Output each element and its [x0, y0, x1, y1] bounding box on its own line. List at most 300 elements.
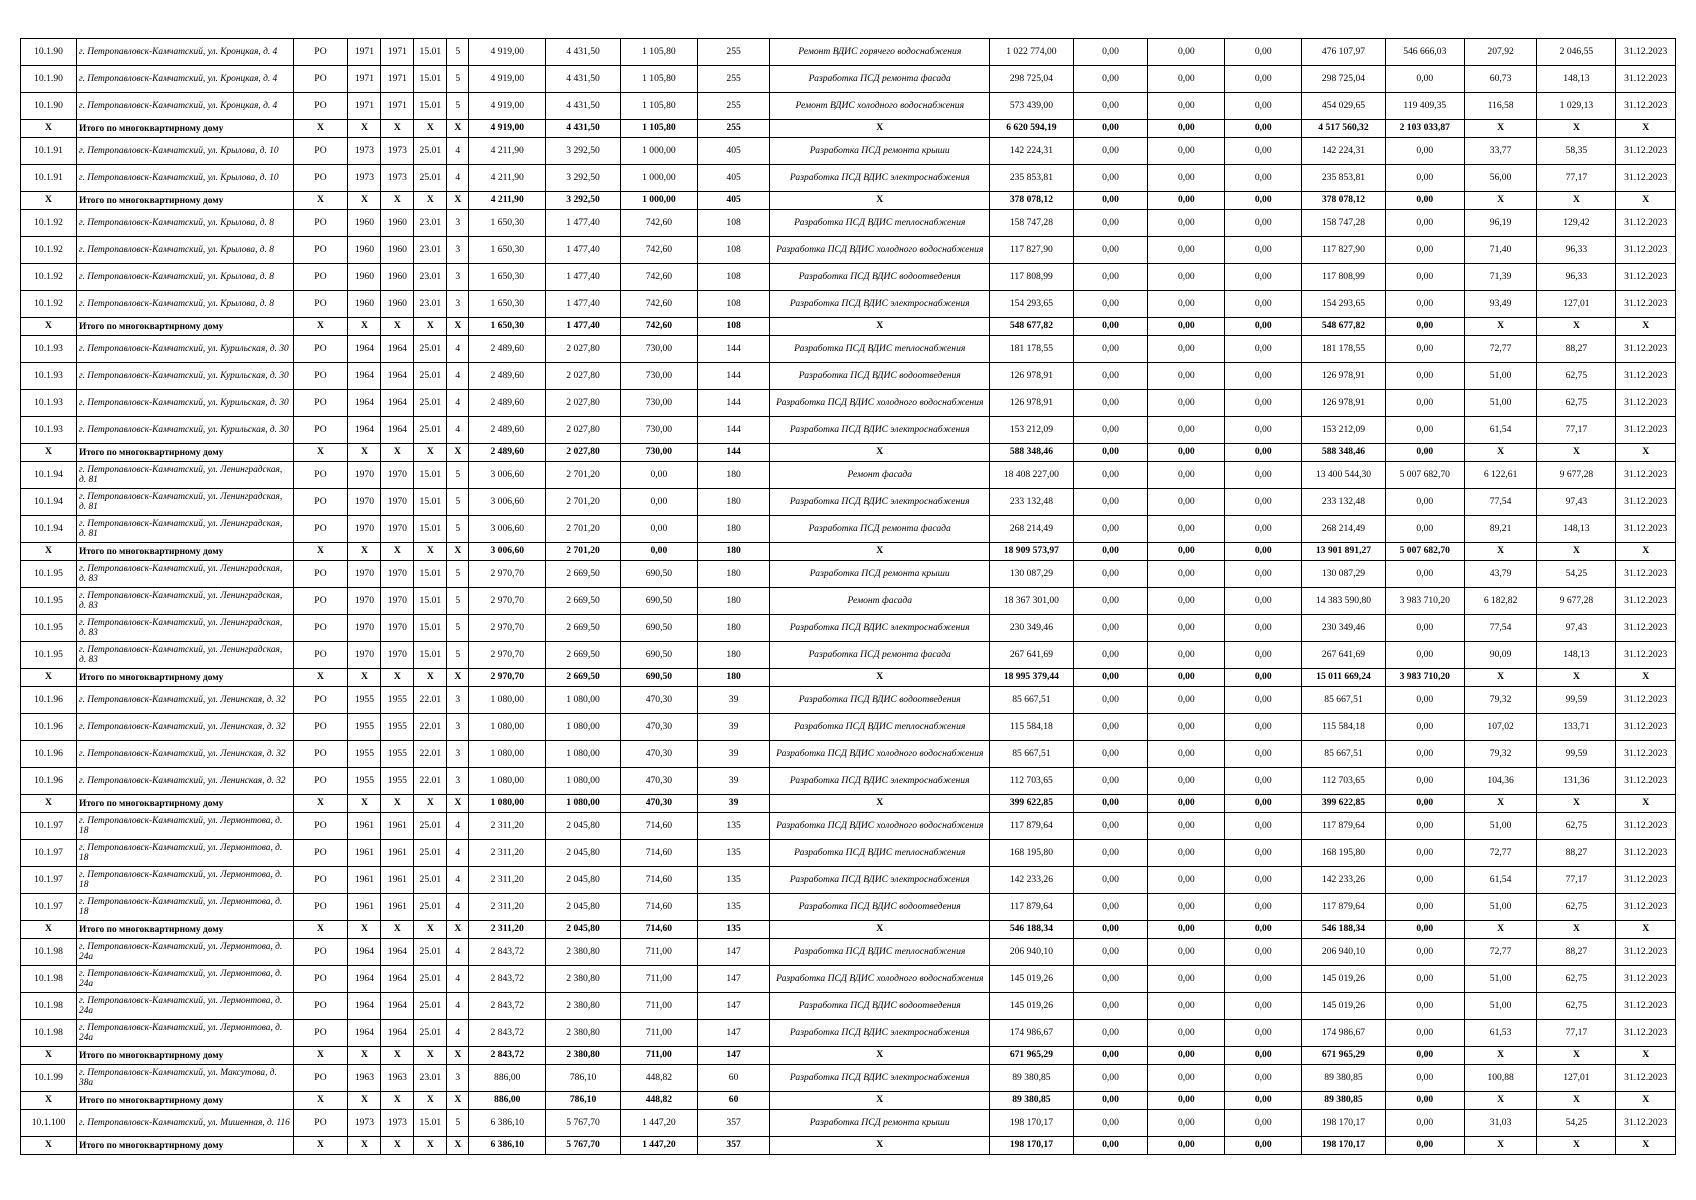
cell-federal-funds: 0,00	[1073, 237, 1148, 264]
cell-floors: 4	[447, 336, 469, 363]
cell-record-number: 10.1.96	[21, 687, 77, 714]
cell-build-year: 1960	[348, 291, 381, 318]
total-cell-floors: X	[447, 1137, 469, 1155]
cell-total-area: 1 080,00	[469, 741, 546, 768]
cell-local-funds: 0,00	[1225, 417, 1302, 444]
cell-total-cost: 130 087,29	[990, 561, 1074, 588]
cell-owner-funds: 476 107,97	[1302, 39, 1386, 66]
cell-floors: 3	[447, 1065, 469, 1092]
total-cell-living-area: 2 027,80	[546, 444, 621, 462]
total-cell-completion-date: X	[1616, 1047, 1676, 1065]
cell-commission-year: 1963	[381, 1065, 414, 1092]
cell-program-type: РО	[293, 768, 348, 795]
cell-total-cost: 145 019,26	[990, 966, 1074, 993]
total-cell-residents: 60	[697, 1092, 770, 1110]
total-cell-residents: 357	[697, 1137, 770, 1155]
total-cell-unit-cost: X	[1464, 120, 1537, 138]
cell-living-area: 2 045,80	[546, 867, 621, 894]
cell-regional-funds: 0,00	[1148, 642, 1225, 669]
cell-roof-area: 1 105,80	[620, 39, 697, 66]
cell-owner-funds: 13 400 544,30	[1302, 462, 1386, 489]
cell-federal-funds: 0,00	[1073, 39, 1148, 66]
cell-owner-funds: 168 195,80	[1302, 840, 1386, 867]
cell-unit-cost: 72,77	[1464, 840, 1537, 867]
total-cell-living-area: 4 431,50	[546, 120, 621, 138]
cell-residents: 180	[697, 489, 770, 516]
total-cell-floors: X	[447, 444, 469, 462]
cell-completion-date: 31.12.2023	[1616, 390, 1676, 417]
cell-total-area: 2 489,60	[469, 363, 546, 390]
cell-local-funds: 0,00	[1225, 489, 1302, 516]
cell-completion-date: 31.12.2023	[1616, 993, 1676, 1020]
table-body	[21, 39, 1676, 1155]
cell-work-type: Разработка ПСД ВДИС электроснабжения	[770, 1065, 990, 1092]
cell-program-type: РО	[293, 894, 348, 921]
cell-address: г. Петропавловск-Камчатский, ул. Ленинградская, д. 81	[77, 489, 293, 516]
cell-owner-funds: 145 019,26	[1302, 966, 1386, 993]
cell-work-type: Разработка ПСД ВДИС электроснабжения	[770, 867, 990, 894]
cell-commission-year: 1970	[381, 615, 414, 642]
total-cell-living-area: 1 477,40	[546, 318, 621, 336]
total-cell-total-cost: 588 348,46	[990, 444, 1074, 462]
cell-living-area: 2 380,80	[546, 966, 621, 993]
cell-roof-area: 0,00	[620, 516, 697, 543]
cell-other-funds: 0,00	[1385, 165, 1464, 192]
cell-federal-funds: 0,00	[1073, 336, 1148, 363]
total-cell-owner-funds: 378 078,12	[1302, 192, 1386, 210]
cell-roof-area: 730,00	[620, 336, 697, 363]
cell-residents: 255	[697, 39, 770, 66]
cell-other-funds: 0,00	[1385, 336, 1464, 363]
table-row	[21, 336, 1676, 363]
table-row	[21, 516, 1676, 543]
cell-work-type: Разработка ПСД ремонта фасада	[770, 66, 990, 93]
cell-work-type: Ремонт ВДИС горячего водоснабжения	[770, 39, 990, 66]
total-cell-other-funds: 0,00	[1385, 1092, 1464, 1110]
cell-program-type: РО	[293, 39, 348, 66]
cell-other-funds: 0,00	[1385, 489, 1464, 516]
cell-commission-year: 1964	[381, 417, 414, 444]
cell-owner-funds: 235 853,81	[1302, 165, 1386, 192]
cell-wall-material: 15.01	[414, 93, 447, 120]
cell-build-year: 1973	[348, 138, 381, 165]
total-cell-local-funds: 0,00	[1225, 543, 1302, 561]
cell-total-cost: 298 725,04	[990, 66, 1074, 93]
total-cell-residents: 135	[697, 921, 770, 939]
cell-living-area: 786,10	[546, 1065, 621, 1092]
cell-floors: 5	[447, 489, 469, 516]
total-cell-record-number: X	[21, 543, 77, 561]
cell-living-area: 2 669,50	[546, 615, 621, 642]
cell-completion-date: 31.12.2023	[1616, 66, 1676, 93]
cell-completion-date: 31.12.2023	[1616, 1020, 1676, 1047]
cell-commission-year: 1971	[381, 93, 414, 120]
total-cell-work-type: X	[770, 795, 990, 813]
cell-build-year: 1955	[348, 741, 381, 768]
total-cell-program-type: X	[293, 318, 348, 336]
cell-floors: 4	[447, 1020, 469, 1047]
cell-total-cost: 573 439,00	[990, 93, 1074, 120]
cell-program-type: РО	[293, 336, 348, 363]
cell-work-type: Разработка ПСД ВДИС холодного водоснабжения	[770, 966, 990, 993]
cell-floors: 5	[447, 93, 469, 120]
cell-living-area: 2 380,80	[546, 939, 621, 966]
cell-other-funds: 0,00	[1385, 291, 1464, 318]
cell-residents: 39	[697, 714, 770, 741]
cell-local-funds: 0,00	[1225, 93, 1302, 120]
cell-unit-cost: 43,79	[1464, 561, 1537, 588]
total-cell-living-area: 3 292,50	[546, 192, 621, 210]
cell-max-unit-cost: 133,71	[1537, 714, 1616, 741]
total-cell-total-cost: 6 620 594,19	[990, 120, 1074, 138]
total-cell-federal-funds: 0,00	[1073, 192, 1148, 210]
cell-max-unit-cost: 127,01	[1537, 291, 1616, 318]
cell-address: г. Петропавловск-Камчатский, ул. Лермонтова, д. 24а	[77, 993, 293, 1020]
cell-owner-funds: 115 584,18	[1302, 714, 1386, 741]
cell-floors: 4	[447, 966, 469, 993]
cell-wall-material: 23.01	[414, 1065, 447, 1092]
cell-wall-material: 15.01	[414, 561, 447, 588]
cell-residents: 357	[697, 1110, 770, 1137]
total-cell-owner-funds: 588 348,46	[1302, 444, 1386, 462]
total-cell-max-unit-cost: X	[1537, 669, 1616, 687]
cell-unit-cost: 61,54	[1464, 867, 1537, 894]
cell-total-area: 2 489,60	[469, 336, 546, 363]
cell-federal-funds: 0,00	[1073, 291, 1148, 318]
cell-max-unit-cost: 99,59	[1537, 741, 1616, 768]
cell-local-funds: 0,00	[1225, 165, 1302, 192]
cell-record-number: 10.1.93	[21, 363, 77, 390]
cell-federal-funds: 0,00	[1073, 768, 1148, 795]
cell-completion-date: 31.12.2023	[1616, 138, 1676, 165]
cell-wall-material: 25.01	[414, 1020, 447, 1047]
total-cell-owner-funds: 4 517 560,32	[1302, 120, 1386, 138]
cell-total-cost: 233 132,48	[990, 489, 1074, 516]
cell-residents: 405	[697, 138, 770, 165]
cell-residents: 39	[697, 741, 770, 768]
cell-total-area: 2 970,70	[469, 588, 546, 615]
total-cell-work-type: X	[770, 921, 990, 939]
total-cell-regional-funds: 0,00	[1148, 1137, 1225, 1155]
cell-floors: 5	[447, 561, 469, 588]
cell-wall-material: 25.01	[414, 939, 447, 966]
cell-wall-material: 22.01	[414, 741, 447, 768]
total-cell-program-type: X	[293, 120, 348, 138]
cell-floors: 5	[447, 615, 469, 642]
cell-commission-year: 1971	[381, 66, 414, 93]
total-cell-total-cost: 89 380,85	[990, 1092, 1074, 1110]
cell-roof-area: 714,60	[620, 840, 697, 867]
total-cell-program-type: X	[293, 921, 348, 939]
cell-total-cost: 89 380,85	[990, 1065, 1074, 1092]
cell-floors: 4	[447, 867, 469, 894]
cell-other-funds: 0,00	[1385, 894, 1464, 921]
cell-other-funds: 0,00	[1385, 237, 1464, 264]
cell-regional-funds: 0,00	[1148, 966, 1225, 993]
cell-roof-area: 470,30	[620, 687, 697, 714]
total-cell-regional-funds: 0,00	[1148, 543, 1225, 561]
cell-living-area: 3 292,50	[546, 138, 621, 165]
total-cell-commission-year: X	[381, 795, 414, 813]
cell-build-year: 1964	[348, 417, 381, 444]
cell-program-type: РО	[293, 615, 348, 642]
cell-completion-date: 31.12.2023	[1616, 291, 1676, 318]
cell-local-funds: 0,00	[1225, 993, 1302, 1020]
cell-local-funds: 0,00	[1225, 363, 1302, 390]
cell-regional-funds: 0,00	[1148, 417, 1225, 444]
cell-federal-funds: 0,00	[1073, 1065, 1148, 1092]
cell-work-type: Разработка ПСД ремонта фасада	[770, 516, 990, 543]
total-cell-roof-area: 730,00	[620, 444, 697, 462]
cell-program-type: РО	[293, 741, 348, 768]
cell-unit-cost: 96,19	[1464, 210, 1537, 237]
cell-other-funds: 0,00	[1385, 264, 1464, 291]
cell-total-cost: 85 667,51	[990, 741, 1074, 768]
cell-work-type: Ремонт ВДИС холодного водоснабжения	[770, 93, 990, 120]
total-cell-total-area: 4 919,00	[469, 120, 546, 138]
cell-record-number: 10.1.90	[21, 93, 77, 120]
total-cell-other-funds: 3 983 710,20	[1385, 669, 1464, 687]
cell-address: г. Петропавловск-Камчатский, ул. Крылова, д. 8	[77, 264, 293, 291]
cell-address: г. Петропавловск-Камчатский, ул. Ленинградская, д. 83	[77, 642, 293, 669]
cell-completion-date: 31.12.2023	[1616, 615, 1676, 642]
cell-wall-material: 25.01	[414, 867, 447, 894]
cell-owner-funds: 117 879,64	[1302, 894, 1386, 921]
cell-floors: 4	[447, 417, 469, 444]
cell-unit-cost: 104,36	[1464, 768, 1537, 795]
total-cell-address: Итого по многоквартирному дому	[77, 318, 293, 336]
cell-build-year: 1960	[348, 210, 381, 237]
cell-work-type: Разработка ПСД ВДИС электроснабжения	[770, 768, 990, 795]
cell-address: г. Петропавловск-Камчатский, ул. Кронцкая, д. 4	[77, 66, 293, 93]
cell-build-year: 1961	[348, 840, 381, 867]
cell-roof-area: 730,00	[620, 417, 697, 444]
cell-unit-cost: 71,40	[1464, 237, 1537, 264]
cell-residents: 147	[697, 939, 770, 966]
cell-build-year: 1964	[348, 1020, 381, 1047]
cell-record-number: 10.1.90	[21, 39, 77, 66]
cell-record-number: 10.1.97	[21, 813, 77, 840]
cell-residents: 108	[697, 237, 770, 264]
total-cell-completion-date: X	[1616, 444, 1676, 462]
cell-unit-cost: 72,77	[1464, 336, 1537, 363]
cell-other-funds: 546 666,03	[1385, 39, 1464, 66]
cell-residents: 147	[697, 993, 770, 1020]
cell-regional-funds: 0,00	[1148, 165, 1225, 192]
cell-record-number: 10.1.95	[21, 561, 77, 588]
total-cell-residents: 255	[697, 120, 770, 138]
cell-address: г. Петропавловск-Камчатский, ул. Ленинградская, д. 81	[77, 516, 293, 543]
cell-wall-material: 15.01	[414, 588, 447, 615]
cell-local-funds: 0,00	[1225, 210, 1302, 237]
cell-residents: 147	[697, 966, 770, 993]
total-cell-build-year: X	[348, 1092, 381, 1110]
cell-federal-funds: 0,00	[1073, 1110, 1148, 1137]
cell-program-type: РО	[293, 588, 348, 615]
cell-regional-funds: 0,00	[1148, 714, 1225, 741]
cell-build-year: 1970	[348, 561, 381, 588]
cell-regional-funds: 0,00	[1148, 264, 1225, 291]
table-row	[21, 840, 1676, 867]
cell-other-funds: 0,00	[1385, 768, 1464, 795]
cell-wall-material: 15.01	[414, 489, 447, 516]
cell-other-funds: 0,00	[1385, 813, 1464, 840]
total-cell-residents: 39	[697, 795, 770, 813]
cell-program-type: РО	[293, 516, 348, 543]
cell-unit-cost: 79,32	[1464, 741, 1537, 768]
cell-build-year: 1961	[348, 813, 381, 840]
total-cell-record-number: X	[21, 192, 77, 210]
cell-regional-funds: 0,00	[1148, 615, 1225, 642]
cell-address: г. Петропавловск-Камчатский, ул. Ленинская, д. 32	[77, 741, 293, 768]
total-cell-address: Итого по многоквартирному дому	[77, 1047, 293, 1065]
cell-build-year: 1971	[348, 66, 381, 93]
cell-unit-cost: 207,92	[1464, 39, 1537, 66]
cell-work-type: Разработка ПСД ВДИС электроснабжения	[770, 417, 990, 444]
total-cell-wall-material: X	[414, 543, 447, 561]
cell-commission-year: 1955	[381, 768, 414, 795]
total-cell-build-year: X	[348, 1137, 381, 1155]
total-cell-unit-cost: X	[1464, 543, 1537, 561]
total-cell-total-area: 2 843,72	[469, 1047, 546, 1065]
cell-address: г. Петропавловск-Камчатский, ул. Ленинградская, д. 81	[77, 462, 293, 489]
cell-address: г. Петропавловск-Камчатский, ул. Крылова, д. 8	[77, 237, 293, 264]
cell-living-area: 2 701,20	[546, 462, 621, 489]
total-cell-build-year: X	[348, 921, 381, 939]
cell-living-area: 2 027,80	[546, 363, 621, 390]
cell-owner-funds: 126 978,91	[1302, 390, 1386, 417]
cell-other-funds: 0,00	[1385, 516, 1464, 543]
cell-residents: 135	[697, 894, 770, 921]
cell-living-area: 1 477,40	[546, 264, 621, 291]
cell-total-area: 1 080,00	[469, 714, 546, 741]
cell-other-funds: 0,00	[1385, 687, 1464, 714]
cell-build-year: 1973	[348, 1110, 381, 1137]
total-cell-total-area: 1 650,30	[469, 318, 546, 336]
cell-program-type: РО	[293, 1065, 348, 1092]
cell-roof-area: 742,60	[620, 237, 697, 264]
cell-wall-material: 22.01	[414, 714, 447, 741]
total-cell-build-year: X	[348, 1047, 381, 1065]
cell-residents: 255	[697, 66, 770, 93]
cell-unit-cost: 51,00	[1464, 966, 1537, 993]
table-row	[21, 615, 1676, 642]
cell-build-year: 1961	[348, 894, 381, 921]
cell-residents: 135	[697, 867, 770, 894]
cell-record-number: 10.1.97	[21, 894, 77, 921]
total-cell-program-type: X	[293, 192, 348, 210]
total-cell-total-area: 2 311,20	[469, 921, 546, 939]
cell-local-funds: 0,00	[1225, 237, 1302, 264]
total-cell-federal-funds: 0,00	[1073, 1137, 1148, 1155]
cell-max-unit-cost: 77,17	[1537, 867, 1616, 894]
cell-unit-cost: 51,00	[1464, 894, 1537, 921]
cell-record-number: 10.1.91	[21, 165, 77, 192]
cell-total-cost: 85 667,51	[990, 687, 1074, 714]
total-cell-owner-funds: 15 011 669,24	[1302, 669, 1386, 687]
total-cell-commission-year: X	[381, 318, 414, 336]
cell-wall-material: 25.01	[414, 363, 447, 390]
cell-owner-funds: 85 667,51	[1302, 687, 1386, 714]
table-row	[21, 462, 1676, 489]
cell-work-type: Ремонт фасада	[770, 588, 990, 615]
cell-local-funds: 0,00	[1225, 1110, 1302, 1137]
cell-owner-funds: 181 178,55	[1302, 336, 1386, 363]
cell-living-area: 2 701,20	[546, 516, 621, 543]
total-cell-build-year: X	[348, 444, 381, 462]
cell-record-number: 10.1.98	[21, 1020, 77, 1047]
cell-federal-funds: 0,00	[1073, 813, 1148, 840]
cell-living-area: 2 380,80	[546, 993, 621, 1020]
total-cell-max-unit-cost: X	[1537, 1092, 1616, 1110]
cell-living-area: 1 477,40	[546, 237, 621, 264]
cell-unit-cost: 56,00	[1464, 165, 1537, 192]
total-cell-max-unit-cost: X	[1537, 543, 1616, 561]
table-row	[21, 939, 1676, 966]
cell-completion-date: 31.12.2023	[1616, 39, 1676, 66]
cell-program-type: РО	[293, 66, 348, 93]
cell-completion-date: 31.12.2023	[1616, 165, 1676, 192]
cell-roof-area: 1 000,00	[620, 138, 697, 165]
total-cell-wall-material: X	[414, 444, 447, 462]
total-cell-max-unit-cost: X	[1537, 444, 1616, 462]
table-row	[21, 489, 1676, 516]
total-cell-work-type: X	[770, 1092, 990, 1110]
total-cell-residents: 180	[697, 543, 770, 561]
total-cell-local-funds: 0,00	[1225, 444, 1302, 462]
total-cell-address: Итого по многоквартирному дому	[77, 543, 293, 561]
cell-work-type: Разработка ПСД ВДИС электроснабжения	[770, 291, 990, 318]
cell-total-area: 2 843,72	[469, 993, 546, 1020]
cell-wall-material: 25.01	[414, 417, 447, 444]
cell-local-funds: 0,00	[1225, 768, 1302, 795]
cell-record-number: 10.1.96	[21, 768, 77, 795]
cell-program-type: РО	[293, 687, 348, 714]
total-cell-address: Итого по многоквартирному дому	[77, 1092, 293, 1110]
total-cell-work-type: X	[770, 1137, 990, 1155]
cell-wall-material: 25.01	[414, 165, 447, 192]
total-cell-commission-year: X	[381, 120, 414, 138]
cell-build-year: 1964	[348, 993, 381, 1020]
cell-federal-funds: 0,00	[1073, 93, 1148, 120]
cell-residents: 405	[697, 165, 770, 192]
cell-wall-material: 15.01	[414, 66, 447, 93]
cell-other-funds: 0,00	[1385, 390, 1464, 417]
table-row	[21, 363, 1676, 390]
cell-program-type: РО	[293, 561, 348, 588]
cell-federal-funds: 0,00	[1073, 390, 1148, 417]
total-cell-record-number: X	[21, 318, 77, 336]
cell-unit-cost: 61,54	[1464, 417, 1537, 444]
total-cell-completion-date: X	[1616, 318, 1676, 336]
cell-max-unit-cost: 148,13	[1537, 642, 1616, 669]
cell-regional-funds: 0,00	[1148, 939, 1225, 966]
cell-owner-funds: 298 725,04	[1302, 66, 1386, 93]
cell-other-funds: 0,00	[1385, 363, 1464, 390]
cell-commission-year: 1964	[381, 966, 414, 993]
cell-regional-funds: 0,00	[1148, 138, 1225, 165]
total-cell-local-funds: 0,00	[1225, 1092, 1302, 1110]
cell-wall-material: 25.01	[414, 966, 447, 993]
total-cell-floors: X	[447, 120, 469, 138]
cell-other-funds: 3 983 710,20	[1385, 588, 1464, 615]
cell-commission-year: 1964	[381, 390, 414, 417]
cell-max-unit-cost: 58,35	[1537, 138, 1616, 165]
cell-work-type: Разработка ПСД ВДИС теплоснабжения	[770, 336, 990, 363]
cell-total-cost: 230 349,46	[990, 615, 1074, 642]
cell-program-type: РО	[293, 93, 348, 120]
cell-federal-funds: 0,00	[1073, 993, 1148, 1020]
